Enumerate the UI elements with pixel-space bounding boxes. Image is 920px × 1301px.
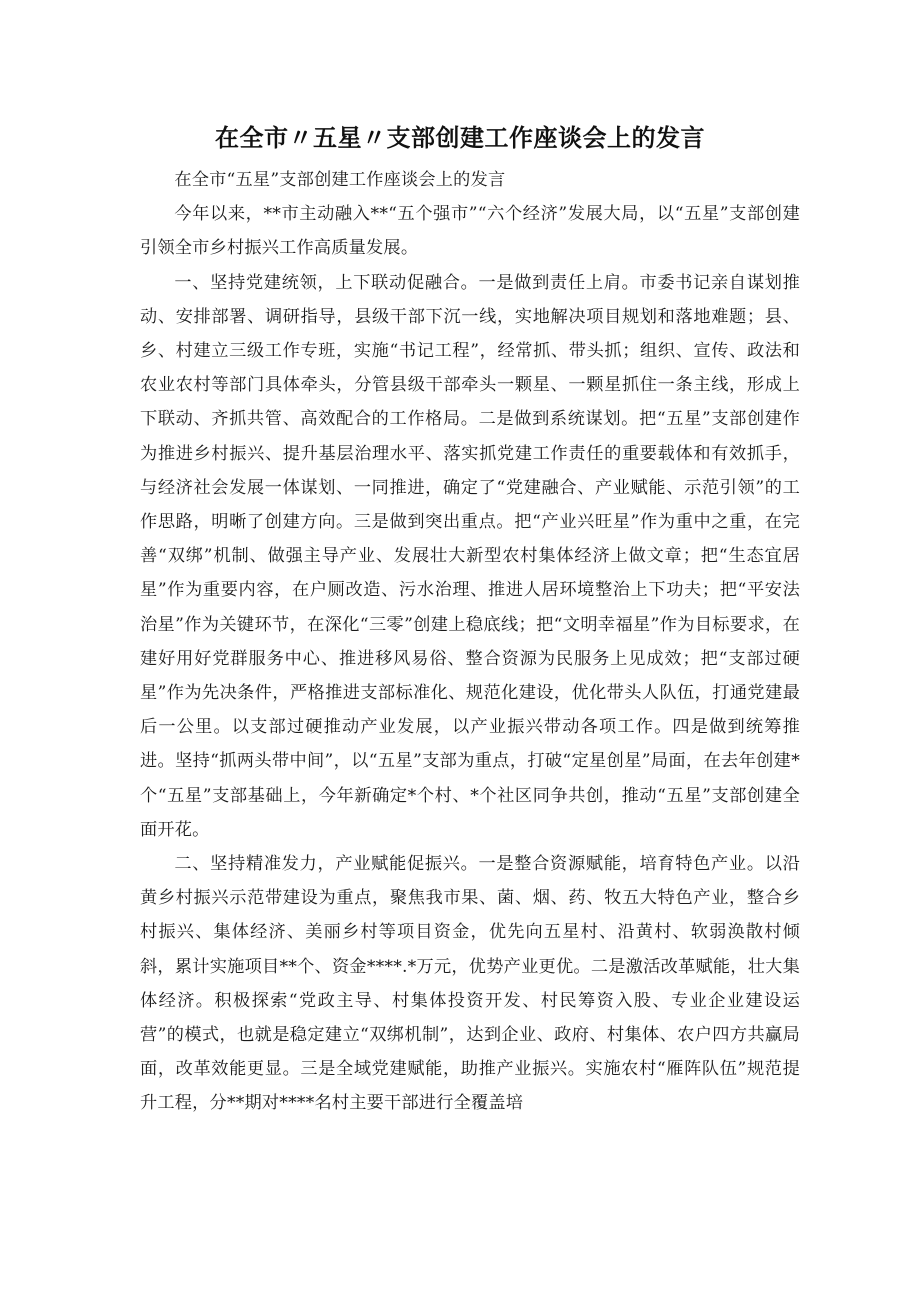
paragraph-intro: 今年以来，**市主动融入**“五个强市”“六个经济”发展大局，以“五星”支部创建引领全市乡村振兴工作高质量发展。 xyxy=(140,204,800,259)
paragraph-subtitle: 在全市“五星”支部创建工作座谈会上的发言 xyxy=(174,170,506,190)
paragraph-section-one: 一、坚持党建统领，上下联动促融合。一是做到责任上肩。市委书记亲自谋划推动、安排部署、调研指导，县级干部下沉一线，实地解决项目规划和落地难题；县、乡、村建立三级工作专班，实施“书记工程”，经常抓、带头抓；组织、宣传、政法和农业农村等部门具体牵头，分管县级干部牵头一颗星、一颗星抓住一条主线，形成上下联动、齐抓共管、高效配合的工作格局。二是做到系统谋划。把“五星”支部创建作为推进乡村振兴、提升基层治理水平、落实抓党建工作责任的重要载体和有效抓手，与经济社会发展一体谋划、一同推进，确定了“党建融合、产业赋能、示范引领”的工作思路，明晰了创建方向。三是做到突出重点。把“产业兴旺星”作为重中之重，在完善“双绑”机制、做强主导产业、发展壮大新型农村集体经济上做文章；把“生态宜居星”作为重要内容，在户厕改造、污水治理、推进人居环境整治上下功夫；把“平安法治星”作为关键环节，在深化“三零”创建上稳底线；把“文明幸福星”作为目标要求，在建好用好党群服务中心、推进移风易俗、整合资源为民服务上见成效；把“支部过硬星”作为先决条件，严格推进支部标准化、规范化建设，优化带头人队伍，打通党建最后一公里。以支部过硬推动产业发展，以产业振兴带动各项工作。四是做到统筹推进。坚持“抓两头带中间”，以“五星”支部为重点，打破“定星创星”局面，在去年创建*个“五星”支部基础上，今年新确定*个村、*个社区同争共创，推动“五星”支部创建全面开花。 xyxy=(140,272,800,840)
paragraph-section-two: 二、坚持精准发力，产业赋能促振兴。一是整合资源赋能，培育特色产业。以沿黄乡村振兴示范带建设为重点，聚焦我市果、菌、烟、药、牧五大特色产业，整合乡村振兴、集体经济、美丽乡村等项目资金，优先向五星村、沿黄村、软弱涣散村倾斜，累计实施项目**个、资金****.*万元，优势产业更优。二是激活改革赋能，壮大集体经济。积极探索“党政主导、村集体投资开发、村民筹资入股、专业企业建设运营”的模式，也就是稳定建立“双绑机制”，达到企业、政府、村集体、农户四方共赢局面，改革效能更显。三是全域党建赋能，助推产业振兴。实施农村“雁阵队伍”规范提升工程，分**期对****名村主要干部进行全覆盖培 xyxy=(140,854,800,1114)
document-body xyxy=(140,163,800,1121)
document-title: 在全市〃五星〃支部创建工作座谈会上的发言 xyxy=(215,124,705,152)
